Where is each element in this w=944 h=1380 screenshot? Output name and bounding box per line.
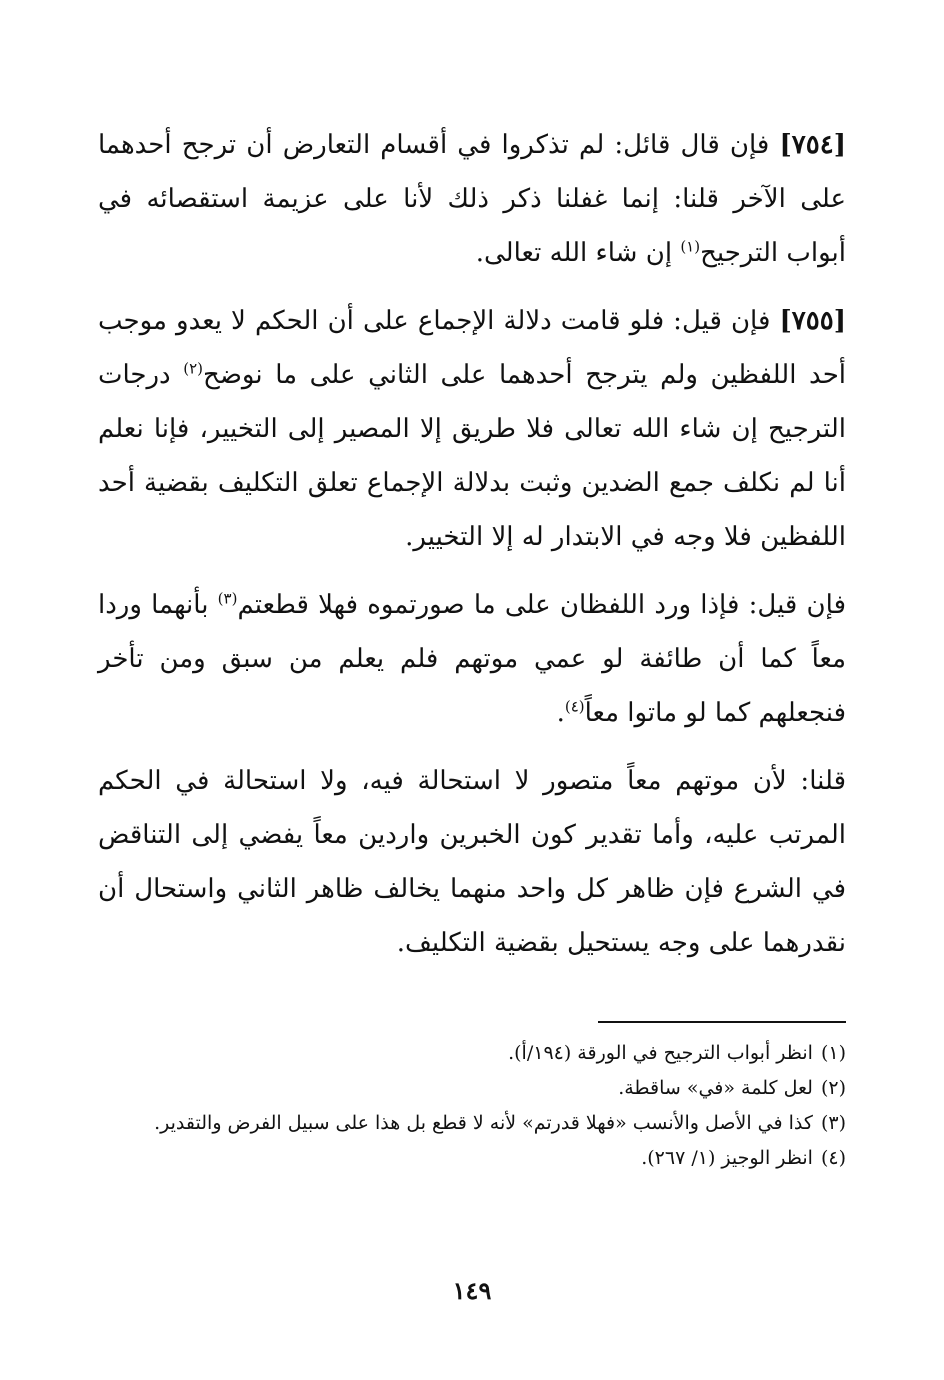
footnote-text: كذا في الأصل والأنسب «فهلا قدرتم» لأنه لا قطع بل هذا على سبيل الفرض والتقدير. bbox=[154, 1112, 813, 1134]
footnote-number: (٢) bbox=[820, 1077, 846, 1099]
paragraph-number: [٧٥٤] bbox=[779, 130, 846, 160]
footnote-number: (١) bbox=[820, 1042, 846, 1064]
paragraph-754 bbox=[98, 118, 846, 280]
paragraph-reply bbox=[98, 754, 846, 970]
paragraph-text: فإن قيل: فلو قامت دلالة الإجماع على أن الحكم لا يعدو موجب أحد اللفظين ولم يترجح أحدهما على الثاني على ما نوضح bbox=[98, 306, 846, 390]
paragraph-text: فإن قال قائل: لم تذكروا في أقسام التعارض أن ترجح أحدهما على الآخر قلنا: إنما غفلنا ذكر ذلك لأنا على عزيمة استقصائه في أبواب الترجيح bbox=[98, 130, 846, 268]
paragraph-text: . bbox=[556, 698, 565, 728]
footnote-reference[interactable]: (٣) bbox=[217, 589, 238, 608]
paragraph-text: قلنا: لأن موتهم معاً متصور لا استحالة فيه، ولا استحالة في الحكم المرتب عليه، وأما تقدير كون الخبرين واردين معاً يفضي إلى التناقض في الشرع فإن ظاهر كل واحد منهما يخالف ظاهر الثاني واستحال أن نقدرهما على وجه يستحيل بقضية التكليف. bbox=[98, 766, 846, 958]
footnote-number: (٣) bbox=[820, 1112, 846, 1134]
paragraph-number: [٧٥٥] bbox=[779, 306, 846, 336]
footnote-item bbox=[98, 1036, 846, 1071]
footnote-item bbox=[98, 1106, 846, 1141]
footnote-text: انظر أبواب الترجيح في الورقة (١٩٤/أ). bbox=[508, 1042, 813, 1064]
footnote-number: (٤) bbox=[820, 1147, 846, 1169]
paragraph-text: درجات الترجيح إن شاء الله تعالى فلا طريق إلا المصير إلى التخيير، فإنا نعلم أنا لم نكلف جمع الضدين وثبت بدلالة الإجماع تعلق التكليف بقضية أحد اللفظين فلا وجه في الابتدار له إلا التخيير. bbox=[98, 360, 846, 552]
paragraph-text: فإن قيل: فإذا ورد اللفظان على ما صورتموه فهلا قطعتم bbox=[237, 590, 846, 620]
footnote-item bbox=[98, 1141, 846, 1176]
page-number: ١٤٩ bbox=[452, 1276, 492, 1305]
footnotes bbox=[98, 1036, 846, 1176]
footnote-text: انظر الوجيز (١/ ٢٦٧). bbox=[641, 1147, 813, 1169]
footnote-reference[interactable]: (١) bbox=[680, 237, 701, 256]
page-body bbox=[98, 118, 846, 984]
paragraph-755 bbox=[98, 294, 846, 564]
paragraph-objection bbox=[98, 578, 846, 740]
paragraph-text: بأنهما وردا معاً كما أن طائفة لو عمي موتهم فلم يعلم من سبق ومن تأخر فنجعلهم كما لو ماتوا معاً bbox=[98, 590, 846, 728]
footnote-reference[interactable]: (٤) bbox=[564, 697, 585, 716]
footnote-reference[interactable]: (٢) bbox=[183, 359, 204, 378]
paragraph-text: إن شاء الله تعالى. bbox=[475, 238, 681, 268]
footnote-item bbox=[98, 1071, 846, 1106]
footnote-separator bbox=[598, 1021, 846, 1023]
footnote-text: لعل كلمة «في» ساقطة. bbox=[618, 1077, 813, 1099]
